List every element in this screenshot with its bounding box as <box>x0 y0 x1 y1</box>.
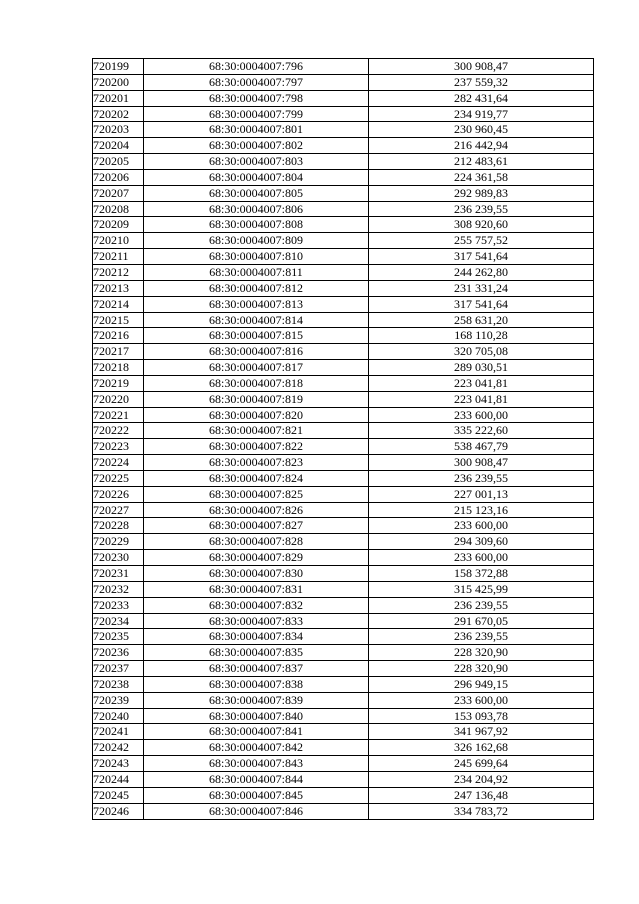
row-number-cell: 720205 <box>93 154 144 170</box>
cadastral-number-cell: 68:30:0004007:840 <box>144 708 369 724</box>
row-number-cell: 720221 <box>93 407 144 423</box>
value-cell: 334 783,72 <box>369 803 594 819</box>
row-number-cell: 720242 <box>93 740 144 756</box>
cadastral-number-cell: 68:30:0004007:826 <box>144 502 369 518</box>
row-number-cell: 720241 <box>93 724 144 740</box>
cadastral-number-cell: 68:30:0004007:798 <box>144 90 369 106</box>
value-cell: 289 030,51 <box>369 360 594 376</box>
value-cell: 231 331,24 <box>369 280 594 296</box>
value-cell: 223 041,81 <box>369 375 594 391</box>
value-cell: 236 239,55 <box>369 470 594 486</box>
table-row <box>93 138 594 154</box>
table-row <box>93 724 594 740</box>
table-row <box>93 455 594 471</box>
cadastral-number-cell: 68:30:0004007:805 <box>144 185 369 201</box>
value-cell: 317 541,64 <box>369 296 594 312</box>
table-row <box>93 756 594 772</box>
value-cell: 168 110,28 <box>369 328 594 344</box>
cadastral-number-cell: 68:30:0004007:822 <box>144 439 369 455</box>
value-cell: 320 705,08 <box>369 344 594 360</box>
row-number-cell: 720239 <box>93 692 144 708</box>
cadastral-number-cell: 68:30:0004007:820 <box>144 407 369 423</box>
value-cell: 292 989,83 <box>369 185 594 201</box>
row-number-cell: 720220 <box>93 391 144 407</box>
value-cell: 247 136,48 <box>369 787 594 803</box>
table-row <box>93 676 594 692</box>
cadastral-number-cell: 68:30:0004007:828 <box>144 534 369 550</box>
cadastral-number-cell: 68:30:0004007:815 <box>144 328 369 344</box>
row-number-cell: 720203 <box>93 122 144 138</box>
row-number-cell: 720231 <box>93 566 144 582</box>
table-row <box>93 375 594 391</box>
value-cell: 326 162,68 <box>369 740 594 756</box>
cadastral-number-cell: 68:30:0004007:814 <box>144 312 369 328</box>
table-row <box>93 217 594 233</box>
value-cell: 258 631,20 <box>369 312 594 328</box>
cadastral-number-cell: 68:30:0004007:808 <box>144 217 369 233</box>
value-cell: 244 262,80 <box>369 264 594 280</box>
cadastral-number-cell: 68:30:0004007:810 <box>144 249 369 265</box>
table-row <box>93 597 594 613</box>
cadastral-number-cell: 68:30:0004007:842 <box>144 740 369 756</box>
value-cell: 315 425,99 <box>369 581 594 597</box>
row-number-cell: 720235 <box>93 629 144 645</box>
cadastral-number-cell: 68:30:0004007:821 <box>144 423 369 439</box>
value-cell: 317 541,64 <box>369 249 594 265</box>
row-number-cell: 720232 <box>93 581 144 597</box>
table-row <box>93 201 594 217</box>
table-row <box>93 661 594 677</box>
row-number-cell: 720246 <box>93 803 144 819</box>
cadastral-number-cell: 68:30:0004007:846 <box>144 803 369 819</box>
cadastral-value-table <box>92 58 594 820</box>
cadastral-number-cell: 68:30:0004007:841 <box>144 724 369 740</box>
cadastral-number-cell: 68:30:0004007:839 <box>144 692 369 708</box>
cadastral-number-cell: 68:30:0004007:837 <box>144 661 369 677</box>
row-number-cell: 720228 <box>93 518 144 534</box>
cadastral-number-cell: 68:30:0004007:801 <box>144 122 369 138</box>
table-row <box>93 90 594 106</box>
value-cell: 282 431,64 <box>369 90 594 106</box>
row-number-cell: 720230 <box>93 550 144 566</box>
cadastral-number-cell: 68:30:0004007:827 <box>144 518 369 534</box>
table-row <box>93 581 594 597</box>
cadastral-number-cell: 68:30:0004007:834 <box>144 629 369 645</box>
row-number-cell: 720212 <box>93 264 144 280</box>
table-row <box>93 439 594 455</box>
value-cell: 335 222,60 <box>369 423 594 439</box>
table-row <box>93 534 594 550</box>
row-number-cell: 720223 <box>93 439 144 455</box>
table-row <box>93 613 594 629</box>
table-row <box>93 407 594 423</box>
row-number-cell: 720206 <box>93 169 144 185</box>
table-row <box>93 692 594 708</box>
row-number-cell: 720218 <box>93 360 144 376</box>
row-number-cell: 720245 <box>93 787 144 803</box>
table-row <box>93 629 594 645</box>
row-number-cell: 720213 <box>93 280 144 296</box>
row-number-cell: 720207 <box>93 185 144 201</box>
cadastral-number-cell: 68:30:0004007:806 <box>144 201 369 217</box>
value-cell: 228 320,90 <box>369 661 594 677</box>
cadastral-number-cell: 68:30:0004007:833 <box>144 613 369 629</box>
table-row <box>93 787 594 803</box>
table-body <box>93 59 594 820</box>
cadastral-number-cell: 68:30:0004007:838 <box>144 676 369 692</box>
cadastral-number-cell: 68:30:0004007:796 <box>144 59 369 75</box>
table-row <box>93 518 594 534</box>
table-row <box>93 296 594 312</box>
row-number-cell: 720229 <box>93 534 144 550</box>
value-cell: 538 467,79 <box>369 439 594 455</box>
value-cell: 308 920,60 <box>369 217 594 233</box>
cadastral-number-cell: 68:30:0004007:804 <box>144 169 369 185</box>
row-number-cell: 720208 <box>93 201 144 217</box>
value-cell: 223 041,81 <box>369 391 594 407</box>
table-row <box>93 169 594 185</box>
value-cell: 224 361,58 <box>369 169 594 185</box>
row-number-cell: 720244 <box>93 771 144 787</box>
row-number-cell: 720236 <box>93 645 144 661</box>
value-cell: 216 442,94 <box>369 138 594 154</box>
row-number-cell: 720209 <box>93 217 144 233</box>
cadastral-number-cell: 68:30:0004007:845 <box>144 787 369 803</box>
table-row <box>93 708 594 724</box>
table-row <box>93 106 594 122</box>
table-row <box>93 154 594 170</box>
value-cell: 233 600,00 <box>369 692 594 708</box>
value-cell: 212 483,61 <box>369 154 594 170</box>
table-row <box>93 249 594 265</box>
value-cell: 294 309,60 <box>369 534 594 550</box>
row-number-cell: 720216 <box>93 328 144 344</box>
table-row <box>93 233 594 249</box>
cadastral-number-cell: 68:30:0004007:817 <box>144 360 369 376</box>
value-cell: 234 204,92 <box>369 771 594 787</box>
row-number-cell: 720199 <box>93 59 144 75</box>
cadastral-number-cell: 68:30:0004007:802 <box>144 138 369 154</box>
value-cell: 341 967,92 <box>369 724 594 740</box>
row-number-cell: 720234 <box>93 613 144 629</box>
value-cell: 296 949,15 <box>369 676 594 692</box>
table-row <box>93 312 594 328</box>
table-row <box>93 344 594 360</box>
value-cell: 255 757,52 <box>369 233 594 249</box>
row-number-cell: 720224 <box>93 455 144 471</box>
cadastral-number-cell: 68:30:0004007:812 <box>144 280 369 296</box>
row-number-cell: 720233 <box>93 597 144 613</box>
cadastral-number-cell: 68:30:0004007:816 <box>144 344 369 360</box>
cadastral-number-cell: 68:30:0004007:831 <box>144 581 369 597</box>
row-number-cell: 720214 <box>93 296 144 312</box>
table-row <box>93 771 594 787</box>
value-cell: 245 699,64 <box>369 756 594 772</box>
cadastral-number-cell: 68:30:0004007:803 <box>144 154 369 170</box>
row-number-cell: 720225 <box>93 470 144 486</box>
value-cell: 237 559,32 <box>369 74 594 90</box>
table-row <box>93 122 594 138</box>
table-row <box>93 391 594 407</box>
value-cell: 153 093,78 <box>369 708 594 724</box>
table-row <box>93 566 594 582</box>
cadastral-number-cell: 68:30:0004007:835 <box>144 645 369 661</box>
table-row <box>93 470 594 486</box>
cadastral-number-cell: 68:30:0004007:797 <box>144 74 369 90</box>
row-number-cell: 720201 <box>93 90 144 106</box>
value-cell: 227 001,13 <box>369 486 594 502</box>
cadastral-number-cell: 68:30:0004007:813 <box>144 296 369 312</box>
table-row <box>93 185 594 201</box>
row-number-cell: 720226 <box>93 486 144 502</box>
row-number-cell: 720237 <box>93 661 144 677</box>
value-cell: 236 239,55 <box>369 597 594 613</box>
value-cell: 228 320,90 <box>369 645 594 661</box>
value-cell: 215 123,16 <box>369 502 594 518</box>
row-number-cell: 720240 <box>93 708 144 724</box>
row-number-cell: 720202 <box>93 106 144 122</box>
value-cell: 234 919,77 <box>369 106 594 122</box>
table-row <box>93 645 594 661</box>
value-cell: 236 239,55 <box>369 629 594 645</box>
row-number-cell: 720217 <box>93 344 144 360</box>
cadastral-number-cell: 68:30:0004007:825 <box>144 486 369 502</box>
row-number-cell: 720215 <box>93 312 144 328</box>
value-cell: 291 670,05 <box>369 613 594 629</box>
cadastral-number-cell: 68:30:0004007:830 <box>144 566 369 582</box>
table-row <box>93 803 594 819</box>
cadastral-number-cell: 68:30:0004007:829 <box>144 550 369 566</box>
value-cell: 230 960,45 <box>369 122 594 138</box>
value-cell: 233 600,00 <box>369 518 594 534</box>
value-cell: 158 372,88 <box>369 566 594 582</box>
row-number-cell: 720222 <box>93 423 144 439</box>
cadastral-number-cell: 68:30:0004007:843 <box>144 756 369 772</box>
row-number-cell: 720227 <box>93 502 144 518</box>
row-number-cell: 720210 <box>93 233 144 249</box>
table-row <box>93 74 594 90</box>
row-number-cell: 720211 <box>93 249 144 265</box>
table-row <box>93 59 594 75</box>
cadastral-number-cell: 68:30:0004007:799 <box>144 106 369 122</box>
table-row <box>93 740 594 756</box>
table-row <box>93 280 594 296</box>
cadastral-number-cell: 68:30:0004007:819 <box>144 391 369 407</box>
table-row <box>93 486 594 502</box>
value-cell: 236 239,55 <box>369 201 594 217</box>
value-cell: 233 600,00 <box>369 550 594 566</box>
row-number-cell: 720200 <box>93 74 144 90</box>
table-row <box>93 502 594 518</box>
cadastral-number-cell: 68:30:0004007:811 <box>144 264 369 280</box>
cadastral-number-cell: 68:30:0004007:809 <box>144 233 369 249</box>
value-cell: 300 908,47 <box>369 59 594 75</box>
cadastral-number-cell: 68:30:0004007:832 <box>144 597 369 613</box>
cadastral-number-cell: 68:30:0004007:823 <box>144 455 369 471</box>
cadastral-number-cell: 68:30:0004007:844 <box>144 771 369 787</box>
row-number-cell: 720204 <box>93 138 144 154</box>
value-cell: 300 908,47 <box>369 455 594 471</box>
cadastral-number-cell: 68:30:0004007:824 <box>144 470 369 486</box>
row-number-cell: 720243 <box>93 756 144 772</box>
row-number-cell: 720238 <box>93 676 144 692</box>
table-row <box>93 328 594 344</box>
table-row <box>93 423 594 439</box>
cadastral-number-cell: 68:30:0004007:818 <box>144 375 369 391</box>
value-cell: 233 600,00 <box>369 407 594 423</box>
row-number-cell: 720219 <box>93 375 144 391</box>
table-row <box>93 550 594 566</box>
table-row <box>93 264 594 280</box>
table-row <box>93 360 594 376</box>
